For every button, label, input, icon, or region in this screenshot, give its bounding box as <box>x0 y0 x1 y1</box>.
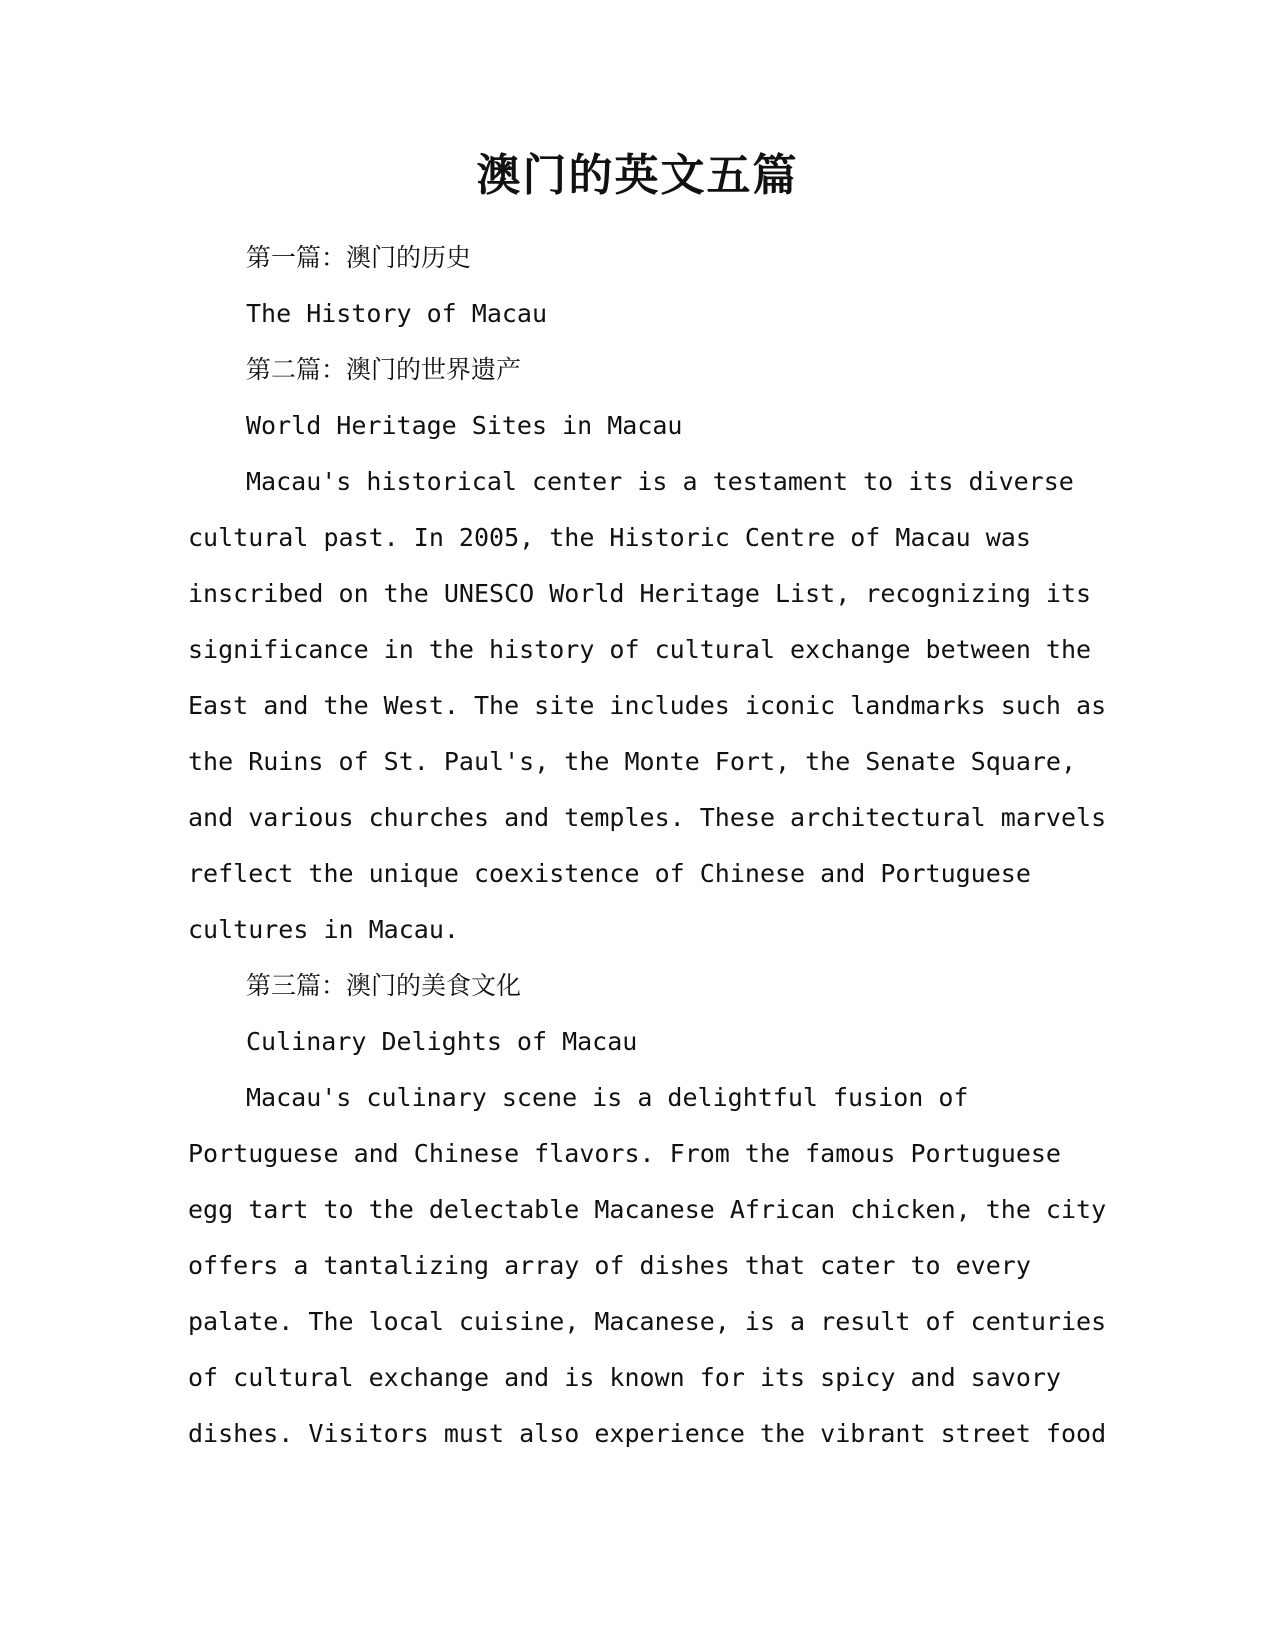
section-3-heading-en: Culinary Delights of Macau <box>246 1027 638 1056</box>
section-2-heading-en: World Heritage Sites in Macau <box>246 411 683 440</box>
paragraph-line: and various churches and temples. These architectural marvels <box>188 803 1107 832</box>
section-1-heading-zh: 第一篇：澳门的历史 <box>246 243 472 272</box>
paragraph-line: East and the West. The site includes iconic landmarks such as <box>188 691 1107 720</box>
paragraph-line: Portuguese and Chinese flavors. From the famous Portuguese <box>188 1139 1061 1168</box>
paragraph-line: Macau's historical center is a testament to its diverse <box>246 467 1074 496</box>
section-1-heading-en: The History of Macau <box>246 299 548 328</box>
document-title: 澳门的英文五篇 <box>476 150 799 201</box>
paragraph-line: cultures in Macau. <box>188 915 459 944</box>
paragraph-line: dishes. Visitors must also experience the vibrant street food <box>188 1419 1107 1448</box>
section-2-heading-zh: 第二篇：澳门的世界遗产 <box>246 355 522 384</box>
paragraph-line: offers a tantalizing array of dishes that cater to every <box>188 1251 1031 1280</box>
paragraph-line: Macau's culinary scene is a delightful fusion of <box>246 1083 969 1112</box>
paragraph-line: cultural past. In 2005, the Historic Centre of Macau was <box>188 523 1031 552</box>
section-2-paragraph <box>188 454 1107 958</box>
section-3-heading-zh: 第三篇：澳门的美食文化 <box>246 971 522 1000</box>
paragraph-line: significance in the history of cultural exchange between the <box>188 635 1092 664</box>
paragraph-line: egg tart to the delectable Macanese African chicken, the city <box>188 1195 1107 1224</box>
paragraph-line: inscribed on the UNESCO World Heritage List, recognizing its <box>188 579 1092 608</box>
paragraph-line: reflect the unique coexistence of Chinese and Portuguese <box>188 859 1031 888</box>
paragraph-line: palate. The local cuisine, Macanese, is a result of centuries <box>188 1307 1107 1336</box>
section-3-paragraph <box>188 1070 1107 1462</box>
document-body <box>188 230 1107 1462</box>
paragraph-line: of cultural exchange and is known for its spicy and savory <box>188 1363 1061 1392</box>
paragraph-line: the Ruins of St. Paul's, the Monte Fort, the Senate Square, <box>188 747 1077 776</box>
